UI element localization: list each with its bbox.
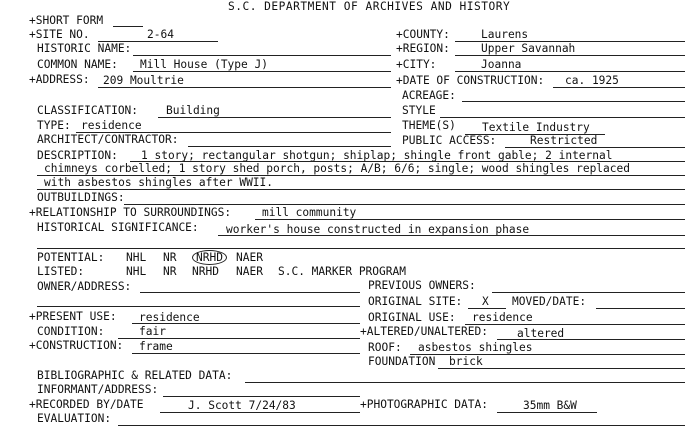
roof-value[interactable]: asbestos shingles [418,341,533,354]
site-no-value[interactable]: 2-64 [147,28,174,41]
description-line-1[interactable]: 1 story; rectangular shotgun; shiplap; shingle front gable; 2 internal [141,149,613,162]
description-line-2[interactable]: chimneys corbelled; 1 story shed porch, posts; A/B; 6/6; single; wood shingles replaced [44,162,630,175]
listed-nrhd[interactable]: NRHD [192,265,219,278]
original-use-line [465,324,685,325]
moved-date-line [596,308,685,309]
informant-label: INFORMANT/ADDRESS: [37,383,159,396]
condition-line [118,338,360,339]
region-label: +REGION: [396,42,450,55]
owner-address-line-2 [37,306,360,307]
classification-label: CLASSIFICATION: [37,104,139,117]
foundation-line [438,368,685,369]
listed-label: LISTED: [37,265,85,278]
recorded-by-label: +RECORDED BY/DATE [29,398,144,411]
photographic-line [497,412,597,413]
description-line-3[interactable]: with asbestos shingles after WWII. [44,176,274,189]
photographic-value[interactable]: 35mm B&W [523,399,577,412]
listed-marker-program[interactable]: S.C. MARKER PROGRAM [278,265,406,278]
outbuildings-label: OUTBUILDINGS: [37,191,125,204]
common-name-label: COMMON NAME: [37,58,118,71]
form-header-title: S.C. DEPARTMENT OF ARCHIVES AND HISTORY [228,0,511,13]
short-form-line [113,26,143,27]
date-construction-line [553,87,685,88]
theme-value[interactable]: Textile Industry [482,121,590,134]
city-value[interactable]: Joanna [481,58,522,71]
photographic-label: +PHOTOGRAPHIC DATA: [360,398,488,411]
common-name-line [133,71,391,72]
condition-value[interactable]: fair [139,325,166,338]
date-construction-value[interactable]: ca. 1925 [565,74,619,87]
original-use-value[interactable]: residence [472,311,533,324]
previous-owners-label: PREVIOUS OWNERS: [368,279,476,292]
original-site-line [468,308,506,309]
significance-line [218,235,685,236]
historic-name-line [133,55,391,56]
foundation-label: FOUNDATION [368,355,436,368]
type-label: TYPE: [37,119,71,132]
moved-date-label: MOVED/DATE: [512,295,587,308]
present-use-value[interactable]: residence [139,311,200,324]
style-line [440,117,685,118]
recorded-by-value[interactable]: J. Scott 7/24/83 [188,399,296,412]
relationship-label: +RELATIONSHIP TO SURROUNDINGS: [29,206,232,219]
date-construction-label: +DATE OF CONSTRUCTION: [396,74,545,87]
public-access-value[interactable]: Restricted [530,134,598,147]
short-form-label: +SHORT FORM [29,14,104,27]
address-line [98,87,391,88]
original-use-label: ORIGINAL USE: [368,311,456,324]
acreage-line [462,101,685,102]
original-site-label: ORIGINAL SITE: [368,295,463,308]
classification-line [158,117,391,118]
potential-label: POTENTIAL: [37,251,105,264]
informant-line [163,396,360,397]
potential-naer[interactable]: NAER [236,251,263,264]
altered-line [497,339,685,340]
site-no-label: +SITE NO. [29,28,90,41]
relationship-line [255,219,685,220]
roof-label: ROOF: [368,341,402,354]
city-line [455,71,685,72]
recorded-by-line [160,412,360,413]
public-access-line [505,147,685,148]
architect-line [188,146,391,147]
city-label: +CITY: [396,58,437,71]
outbuildings-line [124,204,685,205]
potential-nrhd-circled[interactable]: NRHD [192,250,227,265]
significance-value[interactable]: worker's house constructed in expansion phase [226,223,530,236]
type-value[interactable]: residence [81,119,142,132]
region-line [455,55,685,56]
condition-label: CONDITION: [37,325,105,338]
address-value[interactable]: 209 Moultrie [103,74,184,87]
theme-label: THEME(S) [402,119,456,132]
acreage-label: ACREAGE: [402,89,456,102]
common-name-value[interactable]: Mill House (Type J) [140,58,268,71]
description-rule-1 [130,161,685,162]
previous-owners-line [492,292,685,293]
listed-nr[interactable]: NR [163,265,177,278]
bibliographic-label: BIBLIOGRAPHIC & RELATED DATA: [37,369,233,382]
county-label: +COUNTY: [396,28,450,41]
listed-nhl[interactable]: NHL [126,265,147,278]
construction-line [132,353,360,354]
construction-label: +CONSTRUCTION: [29,339,124,352]
significance-line-2 [37,248,685,249]
present-use-label: +PRESENT USE: [29,310,117,323]
description-label: DESCRIPTION: [37,149,118,162]
historic-name-label: HISTORIC NAME: [37,42,132,55]
address-label: +ADDRESS: [29,73,90,86]
foundation-value[interactable]: brick [449,355,483,368]
original-site-value[interactable]: X [482,295,489,308]
architect-label: ARCHITECT/CONTRACTOR: [37,133,179,146]
description-rule-3 [37,189,685,190]
owner-address-line [140,292,360,293]
significance-label: HISTORICAL SIGNIFICANCE: [37,221,199,234]
owner-address-label: OWNER/ADDRESS: [37,280,132,293]
style-label: STYLE [402,104,436,117]
altered-label: +ALTERED/UNALTERED: [360,325,488,338]
county-value[interactable]: Laurens [481,28,529,41]
listed-naer[interactable]: NAER [236,265,263,278]
construction-value[interactable]: frame [139,340,173,353]
bibliographic-line [245,382,685,383]
description-rule-2 [37,175,685,176]
evaluation-line [118,425,685,426]
potential-nhl[interactable]: NHL [126,251,147,264]
public-access-label: PUBLIC ACCESS: [402,134,497,147]
potential-nr[interactable]: NR [163,251,177,264]
classification-value[interactable]: Building [166,104,220,117]
altered-value[interactable]: altered [517,327,565,340]
present-use-line [132,323,360,324]
evaluation-label: EVALUATION: [37,412,112,425]
region-value[interactable]: Upper Savannah [481,42,576,55]
relationship-value[interactable]: mill community [262,206,357,219]
